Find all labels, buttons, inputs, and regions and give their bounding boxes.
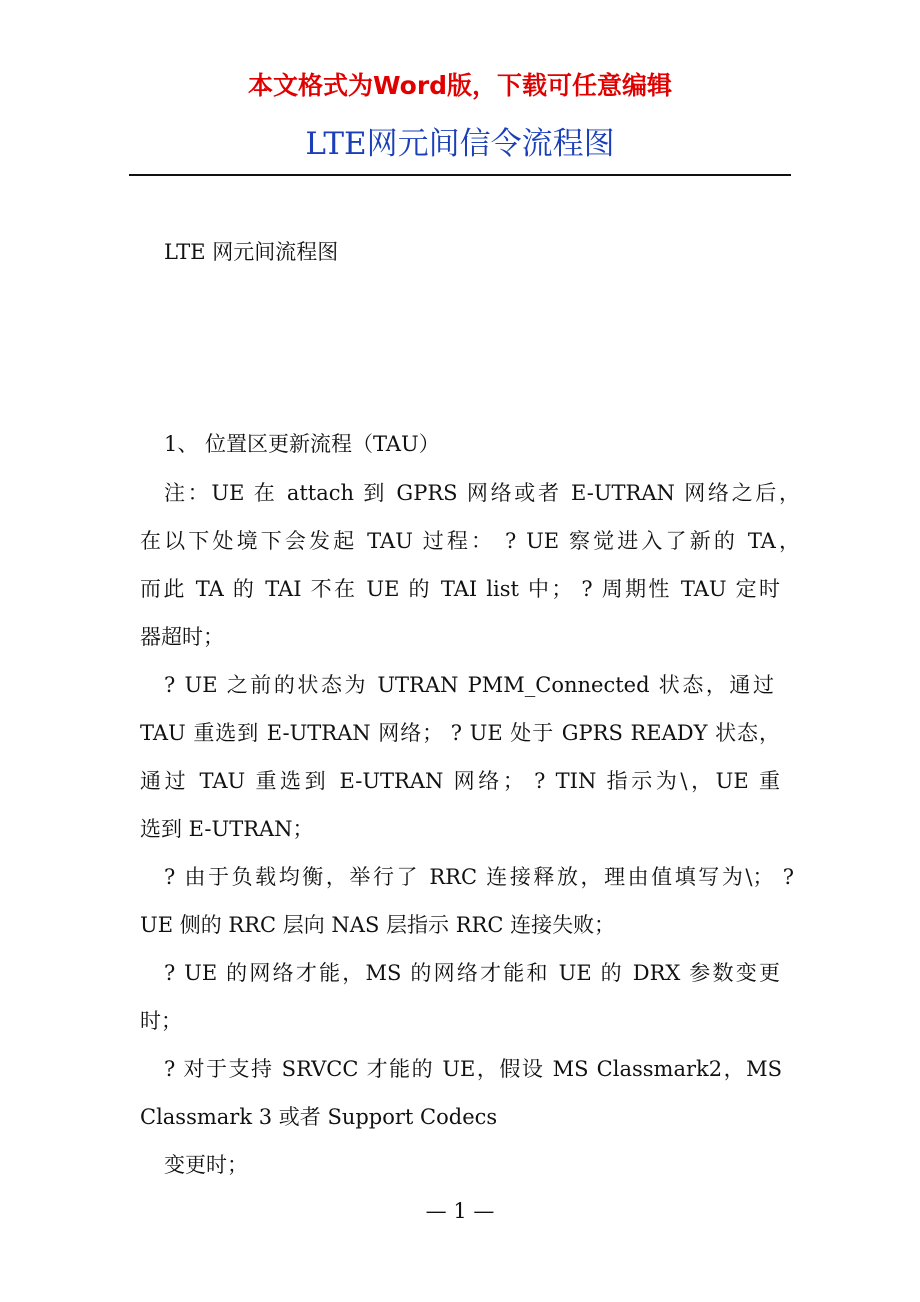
paragraph-line: 选到 E-UTRAN； xyxy=(140,817,314,841)
paragraph-line: ? UE 之前的状态为 UTRAN PMM_Connected 状态，通过 xyxy=(164,673,774,697)
paragraph-line: UE 侧的 RRC 层向 NAS 层指示 RRC 连接失败； xyxy=(140,913,616,937)
paragraph-line: ? UE 的网络才能，MS 的网络才能和 UE 的 DRX 参数变更 xyxy=(164,961,780,985)
paragraph-line: ? 由于负载均衡，举行了 RRC 连接释放，理由值填写为\； ? xyxy=(164,865,794,889)
paragraph-line: 时； xyxy=(140,1009,182,1033)
paragraph-line: 在以下处境下会发起 TAU 过程： ? UE 察觉进入了新的 TA， xyxy=(140,529,800,553)
page-title: LTE网元间信令流程图 xyxy=(305,126,615,162)
paragraph-line: 注：UE 在 attach 到 GPRS 网络或者 E-UTRAN 网络之后， xyxy=(164,481,800,505)
paragraph-line: Classmark 3 或者 Support Codecs xyxy=(140,1105,498,1129)
paragraph-line: 通过 TAU 重选到 E-UTRAN 网络； ? TIN 指示为\，UE 重 xyxy=(140,769,780,793)
word-format-banner: 本文格式为Word版，下载可任意编辑 xyxy=(247,71,673,100)
section-heading: 1、 位置区更新流程（TAU） xyxy=(164,432,440,456)
page-number: — 1 — xyxy=(425,1199,495,1223)
paragraph-line: 器超时； xyxy=(140,625,224,649)
paragraph-line: 而此 TA 的 TAI 不在 UE 的 TAI list 中； ? 周期性 TAU 定时 xyxy=(140,577,780,601)
paragraph-line: ? 对于支持 SRVCC 才能的 UE，假设 MS Classmark2，MS xyxy=(164,1057,782,1081)
title-divider xyxy=(129,174,791,176)
subtitle-line: LTE 网元间流程图 xyxy=(164,240,339,264)
paragraph-line: 变更时； xyxy=(164,1153,248,1177)
paragraph-line: TAU 重选到 E-UTRAN 网络； ? UE 处于 GPRS READY 状态， xyxy=(140,721,780,745)
